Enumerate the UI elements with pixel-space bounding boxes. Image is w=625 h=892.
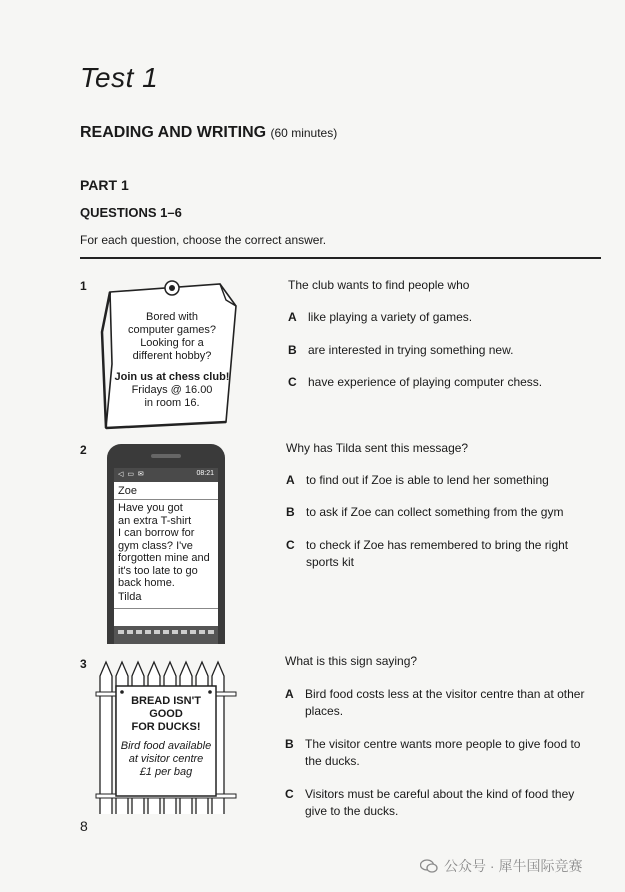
message-line: it's too late to go bbox=[118, 564, 198, 577]
option-text: to find out if Zoe is able to lend her something bbox=[306, 473, 549, 487]
question-2-option-c[interactable] bbox=[286, 537, 586, 571]
sign-italic-line: at visitor centre bbox=[128, 753, 204, 765]
notice-line: Bored with bbox=[146, 311, 198, 323]
sign-italic-line: Bird food available bbox=[120, 740, 212, 752]
notice-text bbox=[110, 311, 234, 410]
notice-bold-line: Join us at chess club! bbox=[114, 371, 230, 383]
option-text: to check if Zoe has remembered to bring the right sports kit bbox=[306, 538, 569, 569]
message-recipient: Zoe bbox=[118, 485, 137, 497]
keyboard-keys bbox=[118, 630, 214, 634]
option-letter: C bbox=[285, 787, 294, 801]
question-1-option-b[interactable] bbox=[288, 342, 598, 359]
message-sender: Tilda bbox=[118, 591, 142, 603]
status-icons: ◁ ▭ ✉ bbox=[118, 471, 145, 478]
question-2-number: 2 bbox=[80, 443, 87, 457]
notice-line: in room 16. bbox=[144, 397, 200, 409]
phone-keyboard bbox=[114, 626, 218, 644]
option-text: like playing a variety of games. bbox=[308, 310, 473, 324]
message-line: an extra T-shirt bbox=[118, 514, 192, 527]
instruction-text: For each question, choose the correct answer. bbox=[80, 233, 327, 247]
status-time: 08:21 bbox=[196, 470, 214, 477]
option-letter: B bbox=[288, 343, 297, 357]
phone-illustration bbox=[107, 444, 225, 644]
question-2-stem: Why has Tilda sent this message? bbox=[286, 441, 469, 455]
notice-line: different hobby? bbox=[132, 350, 212, 362]
option-text: The visitor centre wants more people to give food to the ducks. bbox=[305, 737, 581, 768]
question-2-option-b[interactable] bbox=[286, 504, 596, 521]
divider-rule bbox=[80, 257, 601, 259]
option-text: Bird food costs less at the visitor centre than at other places. bbox=[305, 687, 585, 718]
sign-bold-line: BREAD ISN'T bbox=[131, 695, 201, 707]
message-line: gym class? I've bbox=[118, 539, 193, 552]
message-divider bbox=[114, 499, 218, 500]
message-line: I can borrow for bbox=[118, 527, 195, 539]
wechat-icon bbox=[420, 859, 438, 873]
message-line: Have you got bbox=[118, 502, 183, 514]
question-1-option-c[interactable] bbox=[288, 374, 598, 391]
sign-bold-line: GOOD bbox=[149, 708, 183, 720]
option-letter: C bbox=[286, 538, 295, 552]
phone-status-bar bbox=[114, 468, 218, 482]
message-body bbox=[118, 502, 210, 590]
phone-screen bbox=[114, 468, 218, 644]
part-title: PART 1 bbox=[80, 177, 129, 193]
option-letter: B bbox=[285, 737, 294, 751]
message-line: back home. bbox=[118, 577, 175, 589]
question-2-option-a[interactable] bbox=[286, 472, 596, 489]
questions-title: QUESTIONS 1–6 bbox=[80, 205, 182, 220]
sign-bold-line: FOR DUCKS! bbox=[131, 721, 201, 733]
phone-speaker bbox=[151, 454, 181, 458]
option-letter: A bbox=[288, 310, 297, 324]
question-1-number: 1 bbox=[80, 279, 87, 293]
question-3-number: 3 bbox=[80, 657, 87, 671]
option-letter: B bbox=[286, 505, 295, 519]
watermark bbox=[420, 856, 582, 876]
question-1-stem: The club wants to find people who bbox=[288, 278, 470, 292]
watermark-text: 公众号 · 犀牛国际竞赛 bbox=[444, 858, 583, 874]
option-letter: A bbox=[286, 473, 295, 487]
sign-italic-line: £1 per bag bbox=[139, 766, 193, 778]
sign-text bbox=[116, 695, 216, 779]
notice-line: Fridays @ 16.00 bbox=[131, 384, 213, 396]
message-divider bbox=[114, 608, 218, 609]
option-text: Visitors must be careful about the kind of food they give to the ducks. bbox=[305, 787, 575, 818]
question-3-option-a[interactable] bbox=[285, 686, 595, 720]
question-1-option-a[interactable] bbox=[288, 309, 598, 326]
page-number: 8 bbox=[80, 818, 88, 834]
option-text: are interested in trying something new. bbox=[308, 343, 514, 357]
section-duration: (60 minutes) bbox=[270, 126, 338, 140]
section-title bbox=[80, 124, 337, 142]
section-title-text: READING AND WRITING bbox=[80, 124, 267, 141]
question-3-option-c[interactable] bbox=[285, 786, 595, 820]
option-text: have experience of playing computer chess. bbox=[308, 375, 543, 389]
notice-line: computer games? bbox=[127, 324, 217, 336]
option-letter: C bbox=[288, 375, 297, 389]
notice-line: Looking for a bbox=[140, 337, 204, 349]
question-3-option-b[interactable] bbox=[285, 736, 595, 770]
question-3-stem: What is this sign saying? bbox=[285, 654, 418, 668]
test-title: Test 1 bbox=[80, 62, 159, 93]
message-line: forgotten mine and bbox=[118, 552, 210, 564]
option-text: to ask if Zoe can collect something from the gym bbox=[306, 505, 564, 519]
option-letter: A bbox=[285, 687, 294, 701]
